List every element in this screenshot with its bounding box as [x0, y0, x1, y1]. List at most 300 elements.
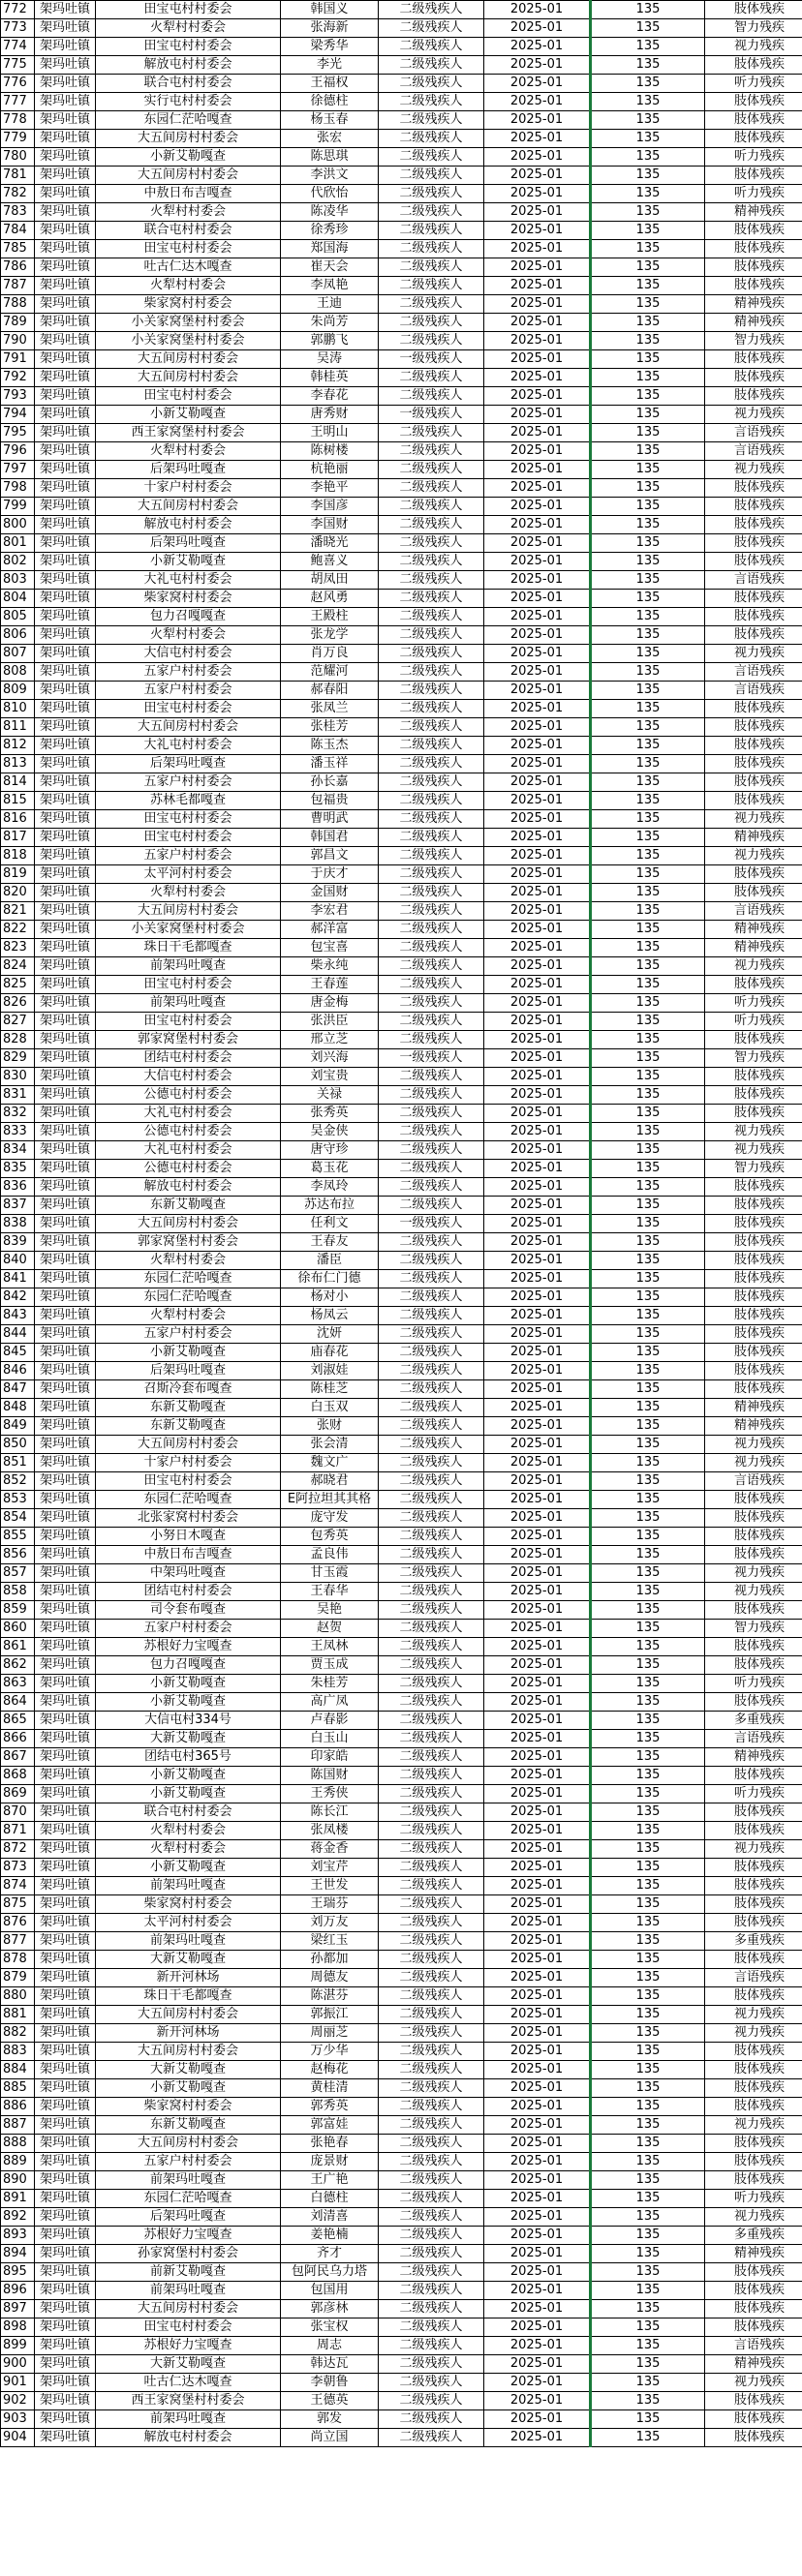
disability-type-cell: 肢体残疾 — [705, 1951, 802, 1969]
town-cell: 架玛吐镇 — [35, 1123, 96, 1141]
period-cell: 2025-01 — [484, 1141, 591, 1160]
row-number-cell: 798 — [1, 479, 35, 498]
table-row — [1, 902, 802, 921]
amount-cell: 135 — [591, 1914, 705, 1932]
table-row — [1, 1491, 802, 1509]
village-cell: 东新艾勒嘎查 — [96, 1417, 281, 1436]
period-cell: 2025-01 — [484, 1178, 591, 1197]
disability-level-cell: 二级残疾人 — [379, 1840, 484, 1859]
table-row — [1, 1822, 802, 1840]
name-cell: 唐秀财 — [281, 406, 379, 424]
village-cell: 五家户村村委会 — [96, 847, 281, 865]
town-cell: 架玛吐镇 — [35, 994, 96, 1013]
row-number-cell: 809 — [1, 682, 35, 700]
period-cell: 2025-01 — [484, 571, 591, 590]
name-cell: 胡凤田 — [281, 571, 379, 590]
row-number-cell: 772 — [1, 1, 35, 19]
name-cell: 王殿柱 — [281, 608, 379, 626]
period-cell: 2025-01 — [484, 1656, 591, 1675]
name-cell: 李凤玲 — [281, 1178, 379, 1197]
amount-cell: 135 — [591, 38, 705, 56]
table-row — [1, 1693, 802, 1712]
name-cell: 包福贵 — [281, 792, 379, 810]
disability-level-cell: 二级残疾人 — [379, 829, 484, 847]
disability-type-cell: 视力残疾 — [705, 1583, 802, 1601]
disability-type-cell: 肢体残疾 — [705, 792, 802, 810]
row-number-cell: 819 — [1, 865, 35, 884]
village-cell: 十家户村村委会 — [96, 479, 281, 498]
period-cell: 2025-01 — [484, 1748, 591, 1767]
amount-cell: 135 — [591, 2153, 705, 2171]
amount-cell: 135 — [591, 700, 705, 718]
period-cell: 2025-01 — [484, 865, 591, 884]
town-cell: 架玛吐镇 — [35, 626, 96, 645]
table-row — [1, 755, 802, 773]
disability-type-cell: 肢体残疾 — [705, 2300, 802, 2318]
village-cell: 解放屯村村委会 — [96, 516, 281, 534]
amount-cell: 135 — [591, 498, 705, 516]
table-row — [1, 369, 802, 387]
amount-cell: 135 — [591, 1785, 705, 1803]
name-cell: 苏达布拉 — [281, 1197, 379, 1215]
disability-type-cell: 听力残疾 — [705, 994, 802, 1013]
disability-level-cell: 二级残疾人 — [379, 755, 484, 773]
name-cell: 于庆才 — [281, 865, 379, 884]
village-cell: 前架玛吐嘎查 — [96, 1877, 281, 1895]
amount-cell: 135 — [591, 1049, 705, 1068]
amount-cell: 135 — [591, 847, 705, 865]
table-row — [1, 939, 802, 957]
town-cell: 架玛吐镇 — [35, 1215, 96, 1233]
disability-level-cell: 一级残疾人 — [379, 350, 484, 369]
table-row — [1, 148, 802, 167]
disability-level-cell: 二级残疾人 — [379, 130, 484, 148]
disability-type-cell: 多重残疾 — [705, 2227, 802, 2245]
name-cell: 李艳平 — [281, 479, 379, 498]
name-cell: 刘宝芹 — [281, 1859, 379, 1877]
period-cell: 2025-01 — [484, 1049, 591, 1068]
town-cell: 架玛吐镇 — [35, 56, 96, 75]
period-cell: 2025-01 — [484, 2318, 591, 2337]
amount-cell: 135 — [591, 718, 705, 737]
period-cell: 2025-01 — [484, 130, 591, 148]
disability-level-cell: 二级残疾人 — [379, 1785, 484, 1803]
disability-type-cell: 智力残疾 — [705, 1049, 802, 1068]
period-cell: 2025-01 — [484, 1344, 591, 1362]
disability-level-cell: 二级残疾人 — [379, 1877, 484, 1895]
disability-level-cell: 二级残疾人 — [379, 111, 484, 130]
amount-cell: 135 — [591, 1362, 705, 1380]
name-cell: 郭昌文 — [281, 847, 379, 865]
disability-level-cell: 二级残疾人 — [379, 1859, 484, 1877]
row-number-cell: 862 — [1, 1656, 35, 1675]
disability-level-cell: 一级残疾人 — [379, 1215, 484, 1233]
table-row — [1, 1417, 802, 1436]
table-row — [1, 130, 802, 148]
disability-level-cell: 二级残疾人 — [379, 2153, 484, 2171]
town-cell: 架玛吐镇 — [35, 865, 96, 884]
disability-type-cell: 视力残疾 — [705, 1454, 802, 1472]
village-cell: 中敖日布吉嘎查 — [96, 1546, 281, 1564]
village-cell: 田宝屯村村委会 — [96, 829, 281, 847]
town-cell: 架玛吐镇 — [35, 498, 96, 516]
disability-type-cell: 肢体残疾 — [705, 258, 802, 277]
disability-type-cell: 言语残疾 — [705, 1472, 802, 1491]
row-number-cell: 835 — [1, 1160, 35, 1178]
village-cell: 东园仁茫哈嘎查 — [96, 2190, 281, 2208]
table-row — [1, 682, 802, 700]
period-cell: 2025-01 — [484, 2208, 591, 2227]
name-cell: 尚立国 — [281, 2429, 379, 2447]
row-number-cell: 850 — [1, 1436, 35, 1454]
row-number-cell: 854 — [1, 1509, 35, 1528]
disability-level-cell: 二级残疾人 — [379, 75, 484, 93]
village-cell: 小关家窝堡村村委会 — [96, 332, 281, 350]
village-cell: 东新艾勒嘎查 — [96, 1399, 281, 1417]
amount-cell: 135 — [591, 1767, 705, 1785]
amount-cell: 135 — [591, 1307, 705, 1325]
disability-level-cell: 二级残疾人 — [379, 1178, 484, 1197]
disability-type-cell: 言语残疾 — [705, 902, 802, 921]
row-number-cell: 815 — [1, 792, 35, 810]
disability-level-cell: 二级残疾人 — [379, 1895, 484, 1914]
town-cell: 架玛吐镇 — [35, 1233, 96, 1252]
disability-type-cell: 肢体残疾 — [705, 1178, 802, 1197]
table-row — [1, 314, 802, 332]
name-cell: 魏文广 — [281, 1454, 379, 1472]
disability-type-cell: 肢体残疾 — [705, 1859, 802, 1877]
disability-type-cell: 肢体残疾 — [705, 2318, 802, 2337]
table-row — [1, 663, 802, 682]
disability-type-cell: 肢体残疾 — [705, 534, 802, 553]
disability-level-cell: 二级残疾人 — [379, 1141, 484, 1160]
period-cell: 2025-01 — [484, 1288, 591, 1307]
town-cell: 架玛吐镇 — [35, 682, 96, 700]
row-number-cell: 806 — [1, 626, 35, 645]
row-number-cell: 895 — [1, 2263, 35, 2282]
amount-cell: 135 — [591, 921, 705, 939]
period-cell: 2025-01 — [484, 2263, 591, 2282]
disability-level-cell: 二级残疾人 — [379, 2098, 484, 2116]
table-row — [1, 2410, 802, 2429]
table-row — [1, 1969, 802, 1987]
town-cell: 架玛吐镇 — [35, 2392, 96, 2410]
period-cell: 2025-01 — [484, 1969, 591, 1987]
village-cell: 后架玛吐嘎查 — [96, 461, 281, 479]
village-cell: 珠日干毛都嘎查 — [96, 939, 281, 957]
disability-type-cell: 肢体残疾 — [705, 718, 802, 737]
row-number-cell: 790 — [1, 332, 35, 350]
town-cell: 架玛吐镇 — [35, 571, 96, 590]
table-row — [1, 976, 802, 994]
row-number-cell: 784 — [1, 222, 35, 240]
village-cell: 团结屯村村委会 — [96, 1583, 281, 1601]
town-cell: 架玛吐镇 — [35, 1049, 96, 1068]
row-number-cell: 847 — [1, 1380, 35, 1399]
table-row — [1, 277, 802, 295]
disability-type-cell: 肢体残疾 — [705, 2043, 802, 2061]
name-cell: 韩桂英 — [281, 369, 379, 387]
table-row — [1, 1472, 802, 1491]
table-row — [1, 2300, 802, 2318]
amount-cell: 135 — [591, 1417, 705, 1436]
town-cell: 架玛吐镇 — [35, 222, 96, 240]
village-cell: 大新艾勒嘎查 — [96, 1730, 281, 1748]
period-cell: 2025-01 — [484, 424, 591, 442]
row-number-cell: 799 — [1, 498, 35, 516]
period-cell: 2025-01 — [484, 608, 591, 626]
village-cell: 五家户村村委会 — [96, 1325, 281, 1344]
town-cell: 架玛吐镇 — [35, 1178, 96, 1197]
name-cell: 代欣怡 — [281, 185, 379, 203]
town-cell: 架玛吐镇 — [35, 534, 96, 553]
village-cell: 太平河村村委会 — [96, 865, 281, 884]
table-row — [1, 1068, 802, 1086]
town-cell: 架玛吐镇 — [35, 1270, 96, 1288]
table-row — [1, 1895, 802, 1914]
period-cell: 2025-01 — [484, 1528, 591, 1546]
name-cell: 李国财 — [281, 516, 379, 534]
amount-cell: 135 — [591, 19, 705, 38]
town-cell: 架玛吐镇 — [35, 38, 96, 56]
disability-level-cell: 二级残疾人 — [379, 1307, 484, 1325]
period-cell: 2025-01 — [484, 1675, 591, 1693]
amount-cell: 135 — [591, 442, 705, 461]
table-row — [1, 1914, 802, 1932]
town-cell: 架玛吐镇 — [35, 148, 96, 167]
disability-level-cell: 二级残疾人 — [379, 534, 484, 553]
disability-type-cell: 肢体残疾 — [705, 1270, 802, 1288]
disability-level-cell: 二级残疾人 — [379, 810, 484, 829]
period-cell: 2025-01 — [484, 2153, 591, 2171]
amount-cell: 135 — [591, 1840, 705, 1859]
disability-level-cell: 二级残疾人 — [379, 976, 484, 994]
table-row — [1, 571, 802, 590]
amount-cell: 135 — [591, 1509, 705, 1528]
table-row — [1, 700, 802, 718]
period-cell: 2025-01 — [484, 38, 591, 56]
row-number-cell: 882 — [1, 2024, 35, 2043]
disability-type-cell: 精神残疾 — [705, 939, 802, 957]
town-cell: 架玛吐镇 — [35, 2263, 96, 2282]
disability-level-cell: 二级残疾人 — [379, 295, 484, 314]
row-number-cell: 885 — [1, 2079, 35, 2098]
row-number-cell: 804 — [1, 590, 35, 608]
disability-type-cell: 肢体残疾 — [705, 2263, 802, 2282]
row-number-cell: 868 — [1, 1767, 35, 1785]
name-cell: 李洪文 — [281, 167, 379, 185]
name-cell: 吴艳 — [281, 1601, 379, 1620]
row-number-cell: 866 — [1, 1730, 35, 1748]
amount-cell: 135 — [591, 2190, 705, 2208]
amount-cell: 135 — [591, 1748, 705, 1767]
name-cell: 潘臣 — [281, 1252, 379, 1270]
amount-cell: 135 — [591, 553, 705, 571]
village-cell: 吐古仁达木嘎查 — [96, 2374, 281, 2392]
disability-type-cell: 肢体残疾 — [705, 1344, 802, 1362]
row-number-cell: 777 — [1, 93, 35, 111]
village-cell: 太平河村村委会 — [96, 1914, 281, 1932]
table-row — [1, 442, 802, 461]
town-cell: 架玛吐镇 — [35, 1785, 96, 1803]
disability-level-cell: 二级残疾人 — [379, 2208, 484, 2227]
disability-level-cell: 二级残疾人 — [379, 2227, 484, 2245]
period-cell: 2025-01 — [484, 1509, 591, 1528]
disability-level-cell: 二级残疾人 — [379, 1123, 484, 1141]
disability-type-cell: 肢体残疾 — [705, 369, 802, 387]
amount-cell: 135 — [591, 2355, 705, 2374]
disability-level-cell: 二级残疾人 — [379, 1362, 484, 1380]
amount-cell: 135 — [591, 994, 705, 1013]
disability-type-cell: 肢体残疾 — [705, 773, 802, 792]
table-row — [1, 1307, 802, 1325]
amount-cell: 135 — [591, 2374, 705, 2392]
village-cell: 孙家窝堡村村委会 — [96, 2245, 281, 2263]
name-cell: 王春莲 — [281, 976, 379, 994]
table-row — [1, 1013, 802, 1031]
town-cell: 架玛吐镇 — [35, 1693, 96, 1712]
town-cell: 架玛吐镇 — [35, 1914, 96, 1932]
disability-level-cell: 一级残疾人 — [379, 1049, 484, 1068]
village-cell: 小新艾勒嘎查 — [96, 1675, 281, 1693]
period-cell: 2025-01 — [484, 240, 591, 258]
village-cell: 后架玛吐嘎查 — [96, 534, 281, 553]
town-cell: 架玛吐镇 — [35, 718, 96, 737]
disability-level-cell: 二级残疾人 — [379, 148, 484, 167]
disability-type-cell: 视力残疾 — [705, 38, 802, 56]
disability-type-cell: 视力残疾 — [705, 2116, 802, 2135]
table-row — [1, 2355, 802, 2374]
village-cell: 小新艾勒嘎查 — [96, 2079, 281, 2098]
table-row — [1, 1380, 802, 1399]
disability-level-cell: 二级残疾人 — [379, 1105, 484, 1123]
name-cell: 王迪 — [281, 295, 379, 314]
village-cell: 解放屯村村委会 — [96, 1178, 281, 1197]
table-row — [1, 203, 802, 222]
amount-cell: 135 — [591, 203, 705, 222]
disability-level-cell: 二级残疾人 — [379, 2392, 484, 2410]
disability-type-cell: 肢体残疾 — [705, 865, 802, 884]
town-cell: 架玛吐镇 — [35, 2006, 96, 2024]
period-cell: 2025-01 — [484, 534, 591, 553]
disability-type-cell: 肢体残疾 — [705, 1068, 802, 1086]
town-cell: 架玛吐镇 — [35, 792, 96, 810]
disability-type-cell: 听力残疾 — [705, 1013, 802, 1031]
disability-type-cell: 视力残疾 — [705, 1840, 802, 1859]
town-cell: 架玛吐镇 — [35, 1895, 96, 1914]
disability-type-cell: 言语残疾 — [705, 571, 802, 590]
name-cell: 刘万友 — [281, 1914, 379, 1932]
period-cell: 2025-01 — [484, 994, 591, 1013]
disability-level-cell: 二级残疾人 — [379, 1325, 484, 1344]
row-number-cell: 820 — [1, 884, 35, 902]
disability-type-cell: 听力残疾 — [705, 2190, 802, 2208]
row-number-cell: 787 — [1, 277, 35, 295]
row-number-cell: 863 — [1, 1675, 35, 1693]
village-cell: 火犁村村委会 — [96, 1252, 281, 1270]
table-row — [1, 479, 802, 498]
row-number-cell: 812 — [1, 737, 35, 755]
disability-type-cell: 肢体残疾 — [705, 2171, 802, 2190]
row-number-cell: 884 — [1, 2061, 35, 2079]
disability-type-cell: 肢体残疾 — [705, 1656, 802, 1675]
town-cell: 架玛吐镇 — [35, 608, 96, 626]
amount-cell: 135 — [591, 884, 705, 902]
disability-type-cell: 肢体残疾 — [705, 2079, 802, 2098]
period-cell: 2025-01 — [484, 1105, 591, 1123]
town-cell: 架玛吐镇 — [35, 185, 96, 203]
row-number-cell: 852 — [1, 1472, 35, 1491]
table-row — [1, 19, 802, 38]
name-cell: 张秀英 — [281, 1105, 379, 1123]
name-cell: 郝洋富 — [281, 921, 379, 939]
town-cell: 架玛吐镇 — [35, 2079, 96, 2098]
amount-cell: 135 — [591, 369, 705, 387]
disability-level-cell: 二级残疾人 — [379, 939, 484, 957]
table-row — [1, 1160, 802, 1178]
disability-type-cell: 肢体残疾 — [705, 1325, 802, 1344]
name-cell: 包秀英 — [281, 1528, 379, 1546]
period-cell: 2025-01 — [484, 1840, 591, 1859]
disability-type-cell: 言语残疾 — [705, 663, 802, 682]
village-cell: 联合屯村村委会 — [96, 1803, 281, 1822]
row-number-cell: 797 — [1, 461, 35, 479]
row-number-cell: 874 — [1, 1877, 35, 1895]
disability-level-cell: 二级残疾人 — [379, 277, 484, 295]
name-cell: 沈妍 — [281, 1325, 379, 1344]
disability-type-cell: 肢体残疾 — [705, 976, 802, 994]
table-row — [1, 38, 802, 56]
period-cell: 2025-01 — [484, 737, 591, 755]
village-cell: 大五间房村村委会 — [96, 2043, 281, 2061]
period-cell: 2025-01 — [484, 902, 591, 921]
disability-type-cell: 肢体残疾 — [705, 590, 802, 608]
amount-cell: 135 — [591, 277, 705, 295]
amount-cell: 135 — [591, 2079, 705, 2098]
row-number-cell: 818 — [1, 847, 35, 865]
town-cell: 架玛吐镇 — [35, 2318, 96, 2337]
disability-type-cell: 肢体残疾 — [705, 111, 802, 130]
village-cell: 大礼屯村村委会 — [96, 1105, 281, 1123]
table-row — [1, 1344, 802, 1362]
period-cell: 2025-01 — [484, 2098, 591, 2116]
village-cell: 田宝屯村村委会 — [96, 2318, 281, 2337]
town-cell: 架玛吐镇 — [35, 884, 96, 902]
name-cell: 孙长嘉 — [281, 773, 379, 792]
amount-cell: 135 — [591, 590, 705, 608]
row-number-cell: 838 — [1, 1215, 35, 1233]
table-row — [1, 2318, 802, 2337]
disability-type-cell: 视力残疾 — [705, 1564, 802, 1583]
table-row — [1, 498, 802, 516]
table-row — [1, 1675, 802, 1693]
disability-level-cell: 二级残疾人 — [379, 682, 484, 700]
name-cell: 郭振江 — [281, 2006, 379, 2024]
disability-level-cell: 二级残疾人 — [379, 1472, 484, 1491]
table-row — [1, 222, 802, 240]
disability-level-cell: 二级残疾人 — [379, 1344, 484, 1362]
table-row — [1, 332, 802, 350]
town-cell: 架玛吐镇 — [35, 203, 96, 222]
village-cell: 西王家窝堡村村委会 — [96, 424, 281, 442]
table-row — [1, 1509, 802, 1528]
village-cell: 火犁村村委会 — [96, 203, 281, 222]
disability-level-cell: 二级残疾人 — [379, 1675, 484, 1693]
disability-level-cell: 二级残疾人 — [379, 1583, 484, 1601]
village-cell: 司令套布嘎查 — [96, 1601, 281, 1620]
period-cell: 2025-01 — [484, 2190, 591, 2208]
period-cell: 2025-01 — [484, 2392, 591, 2410]
